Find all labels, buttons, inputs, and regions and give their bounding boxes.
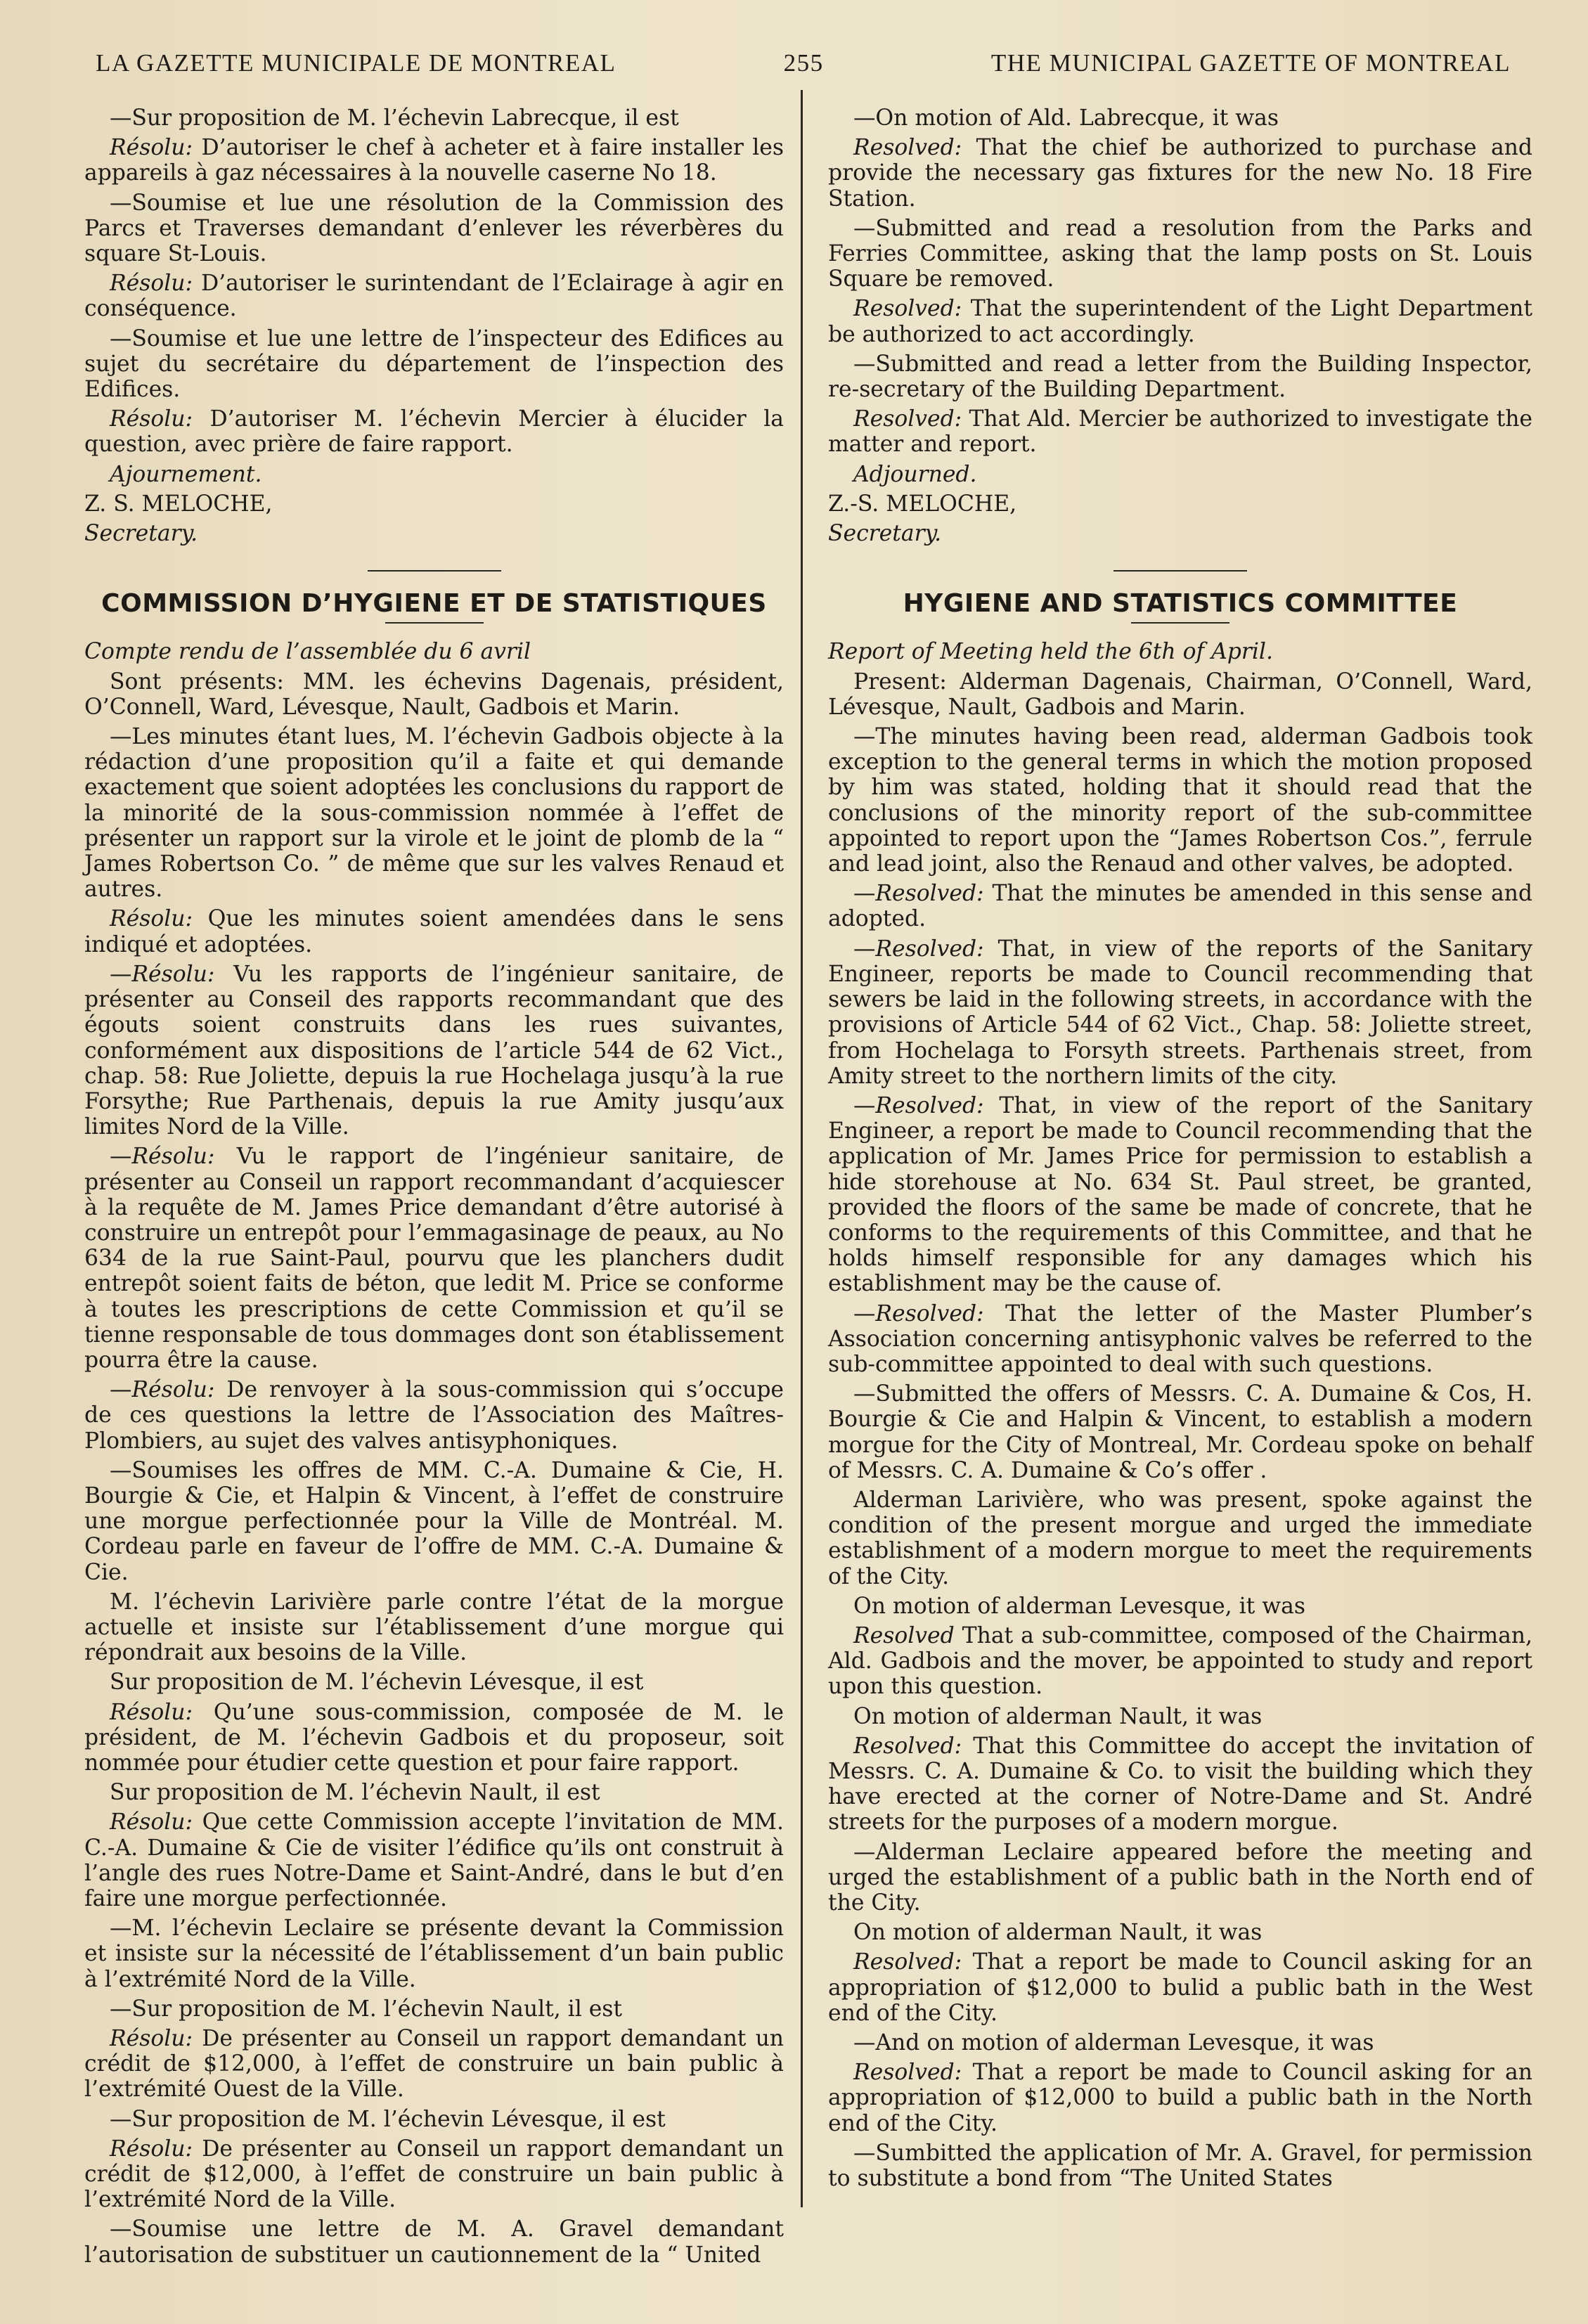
paragraph [828,105,1532,131]
paragraph-dash: — [853,936,876,962]
paragraph [84,1589,784,1666]
french-signature-title: Secretary. [84,521,198,547]
paragraph-text: De renvoyer à la sous-commission qui s’occupe de ces questions la lettre de l’Association des Maîtres-Plombiers, au sujet des valves antisyphoniques. [84,1377,784,1454]
resolution-label: Résolu: [110,2026,193,2052]
paragraph [828,1487,1532,1589]
paragraph-text: D’autoriser le surintendant de l’Eclairage à agir en conséquence. [84,271,784,322]
resolution-label: Résolu: [131,961,215,987]
french-column [84,105,784,2268]
french-top-paras [84,105,784,458]
paragraph-text: —Sur proposition de M. l’échevin Lévesque, il est [110,2106,666,2132]
paragraph [828,1623,1532,1700]
paragraph-text: —Submitted and read a letter from the Building Inspector, re-secretary of the Building Department. [828,351,1532,403]
paragraph-text: That the letter of the Master Plumber’s Association concerning antisyphonic valves be referred to the sub-committee appointed to deal with such questions. [828,1300,1532,1377]
paragraph [828,2141,1532,2191]
french-section-subtitle: Compte rendu de l’assemblée du 6 avril [84,639,531,665]
paragraph [84,135,784,186]
paragraph-text: That a report be made to Council asking for an appropriation of $12,000 to build a public bath in the North end of the City. [828,2060,1532,2136]
paragraph-text: On motion of alderman Levesque, it was [853,1593,1305,1619]
paragraph [84,191,784,267]
paragraph-text: —Soumises les offres de MM. C.-A. Dumaine & Cie, H. Bourgie & Cie, et Halpin & Vincent, à l’effet de construire une morgue perfectionnée pour la Ville de Montréal. M. Cordeau parle en faveur de l’offre de MM. C.-A. Dumaine & Cie. [84,1457,784,1585]
resolution-label: Résolu: [110,271,193,297]
paragraph-dash: — [110,1144,132,1170]
paragraph [828,351,1532,402]
paragraph-text: That the minutes be amended in this sense and adopted. [828,881,1532,932]
paragraph-text: That, in view of the report of the Sanitary Engineer, a report be made to Council recommending that the application of Mr. James Price for permission to establish a hide storehouse at No. 634 St. Paul street, be granted, provided the floors of the same be made of concrete, that he conforms to the requirements of this Committee, and that he holds himself responsible for any damages which his establishment may be the cause of. [828,1092,1532,1297]
resolution-label: Résolu: [131,1144,215,1170]
paragraph-dash: — [853,1092,876,1118]
paragraph [828,216,1532,292]
resolution-label: Resolved: [853,1949,962,1975]
paragraph-text: Alderman Larivière, who was present, spoke against the condition of the present morgue and urged the immediate establishment of a modern morgue to meet the requirements of the City. [828,1487,1532,1589]
paragraph [828,406,1532,457]
english-section-subtitle: Report of Meeting held the 6th of April. [828,639,1273,665]
paragraph [828,2060,1532,2136]
paragraph-text: On motion of alderman Nault, it was [853,1703,1263,1729]
paragraph-text: —Sur proposition de M. l’échevin Nault, il est [110,1996,623,2022]
paragraph-text: That this Committee do accept the invitation of Messrs. C. A. Dumaine & Co. to visit the building which they have erected at the corner of Notre-Dame and St. André streets for the purposes of a modern morgue. [828,1733,1532,1835]
french-body-paras [84,669,784,2268]
english-signature-line [828,491,1532,517]
english-signature-title: Secretary. [828,521,942,547]
paragraph-text: —The minutes having been read, alderman Gadbois took exception to the general terms in which the motion proposed by him was stated, holding that it should read that the conclusions of the minority report of the sub-committee appointed to report upon the “James Robertson Cos.”, ferrule and lead joint, also the Renaud and other valves, be adopted. [828,724,1532,877]
french-signature-name: Z. S. MELOCHE, [84,491,273,517]
paragraph-text: Vu le rapport de l’ingénieur sanitaire, de présenter au Conseil un rapport recommandant d’acquiescer à la requête de M. James Price demandant d’être autorisé à construire un entrepôt pour l’emmagasinage de peaux, au No 634 de la rue Saint-Paul, pourvu que les planchers dudit entrepôt soient faits de béton, que ledit M. Price se conforme à toutes les prescriptions de cette Commission et qu’il se tienne responsable de tous dommages dont son établissement pourra être la cause. [84,1144,784,1373]
paragraph-dash: — [853,881,876,907]
paragraph [84,724,784,902]
paragraph [828,1093,1532,1297]
paragraph-text: —Submitted and read a resolution from the Parks and Ferries Committee, asking that the lamp posts on St. Louis Square be removed. [828,215,1532,292]
resolution-label: Resolved: [853,135,962,161]
paragraph [84,1458,784,1585]
resolution-label: Resolved: [875,1300,984,1326]
paragraph [84,1916,784,1992]
resolution-label: Résolu: [110,135,193,161]
english-column [828,105,1532,2214]
paragraph [84,271,784,321]
resolution-label: Résolu: [110,406,193,432]
paragraph [828,1704,1532,1729]
resolution-label: Resolved [853,1622,955,1648]
paragraph [84,1700,784,1776]
paragraph [84,906,784,957]
header-english-title: THE MUNICIPAL GAZETTE OF MONTREAL [990,49,1511,77]
paragraph-text: That, in view of the reports of the Sanitary Engineer, reports be made to Council recommending that sewers be laid in the following streets, in accordance with the provisions of Article 544 of 62 Vict., Chap. 58: Joliette street, from Hochelaga to Forsyth streets. Parthenais street, from Amity street to the northern limits of the city. [828,936,1532,1089]
paragraph [828,135,1532,212]
column-divider [801,90,803,2207]
paragraph-text: De présenter au Conseil un rapport demandant un crédit de $12,000, à l’effet de construire un bain public à l’extrémité Ouest de la Ville. [84,2026,784,2103]
paragraph-text: Sur proposition de M. l’échevin Nault, il est [110,1780,600,1806]
paragraph [84,1996,784,2022]
paragraph [84,1670,784,1695]
paragraph-text: On motion of alderman Nault, it was [853,1920,1263,1946]
paragraph-text: Que cette Commission accepte l’invitation de MM. C.-A. Dumaine & Cie de visiter l’édifice qu’ils ont construit à l’angle des rues Notre-Dame et Saint-André, dans le but d’en faire une morgue perfectionnée. [84,1809,784,1911]
paragraph [84,326,784,403]
paragraph [84,2026,784,2103]
paragraph-text: That the chief be authorized to purchase and provide the necessary gas fixtures for the new No. 18 Fire Station. [828,135,1532,212]
paragraph-text: Sont présents: MM. les échevins Dagenais, président, O’Connell, Ward, Lévesque, Nault, Gadbois et Marin. [84,669,784,720]
paragraph-text: Sur proposition de M. l’échevin Lévesque, il est [110,1670,644,1696]
page-number: 255 [783,49,824,77]
paragraph [828,1734,1532,1835]
paragraph-text: D’autoriser M. l’échevin Mercier à élucider la question, avec prière de faire rapport. [84,406,784,458]
english-title-rule [1131,622,1229,624]
paragraph [84,1144,784,1373]
paragraph [84,1809,784,1911]
paragraph-text: Que les minutes soient amendées dans le sens indiqué et adoptées. [84,906,784,957]
paragraph [828,1594,1532,1619]
paragraph-text: —Soumise et lue une résolution de la Commission des Parcs et Traverses demandant d’enlever les réverbères du square St-Louis. [84,190,784,267]
paragraph-text: That a sub-committee, composed of the Chairman, Ald. Gadbois and the mover, be appointed to study and report upon this question. [828,1622,1532,1700]
page-header [96,44,1511,83]
paragraph [828,1381,1532,1483]
resolution-label: Resolved: [853,2060,962,2086]
paragraph-text: —Les minutes étant lues, M. l’échevin Gadbois objecte à la rédaction d’une proposition qu’il a faite et qui demande exactement que soient adoptées les conclusions du rapport de la minorité de la sous-commission nommée à l’effet de présenter un rapport sur la virole et le joint de plomb de la “ James Robertson Co. ” de même que sur les valves Renaud et autres. [84,724,784,903]
paragraph [828,296,1532,347]
paragraph [828,936,1532,1089]
paragraph-text: That a report be made to Council asking for an appropriation of $12,000 to bulid a public bath in the West end of the City. [828,1949,1532,2026]
paragraph [84,669,784,720]
paragraph-text: Vu les rapports de l’ingénieur sanitaire, de présenter au Conseil des rapports recommandant que des égouts soient construits dans les rues suivantes, conformément aux dispositions de l’article 544 de 62 Vict., chap. 58: Rue Joliette, depuis la rue Hochelaga jusqu’à la rue Forsythe; Rue Parthenais, depuis la rue Amity jusqu’aux limites Nord de la Ville. [84,961,784,1140]
paragraph [828,1301,1532,1378]
paragraph-text: That Ald. Mercier be authorized to investigate the matter and report. [828,406,1532,458]
english-section-title: HYGIENE AND STATISTICS COMMITTEE [903,589,1458,619]
paragraph-text: D’autoriser le chef à acheter et à faire installer les appareils à gaz nécessaires à la nouvelle caserne No 18. [84,135,784,186]
paragraph [84,962,784,1140]
header-french-title: LA GAZETTE MUNICIPALE DE MONTREAL [96,49,617,77]
paragraph [828,669,1532,720]
paragraph-text: —Sur proposition de M. l’échevin Labrecque, il est [110,105,679,131]
paragraph [84,1377,784,1454]
resolution-label: Resolved: [875,936,984,962]
resolution-label: Resolved: [853,1733,962,1759]
paragraph-text: De présenter au Conseil un rapport demandant un crédit de $12,000, à l’effet de construire un bain public à l’extrémité Nord de la Ville. [84,2136,784,2213]
english-body-paras [828,669,1532,2192]
resolution-label: Résolu: [110,1699,193,1725]
resolution-label: Résolu: [110,906,193,932]
paragraph-text: That the superintendent of the Light Department be authorized to act accordingly. [828,296,1532,347]
paragraph [84,2136,784,2213]
paragraph-text: —Soumise une lettre de M. A. Gravel demandant l’autorisation de substituer un cautionnement de la “ United [84,2216,784,2268]
french-adjournment: Ajournement. [110,461,262,487]
paragraph [828,881,1532,931]
paragraph [84,2107,784,2132]
english-adjournment: Adjourned. [853,461,977,487]
paragraph-dash: — [110,1377,132,1403]
paragraph [828,1920,1532,1945]
paragraph [84,105,784,131]
resolution-label: Resolved: [853,296,962,322]
resolution-label: Resolved: [853,406,962,432]
resolution-label: Résolu: [110,1809,193,1835]
paragraph-text: —Alderman Leclaire appeared before the meeting and urged the establishment of a public bath in the North end of the City. [828,1839,1532,1916]
paragraph [828,2030,1532,2055]
resolution-label: Resolved: [875,1092,984,1118]
french-section-rule [368,570,501,572]
paragraph [828,724,1532,877]
paragraph-text: —And on motion of alderman Levesque, it was [853,2030,1374,2056]
french-title-rule [385,622,484,624]
paragraph [828,1840,1532,1916]
paragraph-text: —Sumbitted the application of Mr. A. Gravel, for permission to substitute a bond from “The United States [828,2140,1532,2192]
paragraph [84,406,784,457]
paragraph-text: —On motion of Ald. Labrecque, it was [853,105,1279,131]
french-signature-line [84,491,784,517]
paragraph [828,1949,1532,2026]
resolution-label: Résolu: [110,2136,193,2162]
paragraph [84,1780,784,1805]
paragraph-dash: — [853,1300,876,1326]
paragraph-text: M. l’échevin Larivière parle contre l’état de la morgue actuelle et insiste sur l’établissement d’une morgue qui répondrait aux besoins de la Ville. [84,1589,784,1666]
english-signature-name: Z.-S. MELOCHE, [828,491,1017,517]
paragraph-text: Qu’une sous-commission, composée de M. le président, de M. l’échevin Gadbois et du proposeur, soit nommée pour étudier cette question et pour faire rapport. [84,1699,784,1776]
english-top-paras [828,105,1532,458]
paragraph-text: —M. l’échevin Leclaire se présente devant la Commission et insiste sur la nécessité de l’établissement d’un bain public à l’extrémité Nord de la Ville. [84,1916,784,1992]
english-section-rule [1113,570,1247,572]
paragraph-dash: — [110,961,132,987]
french-section-title: COMMISSION D’HYGIENE ET DE STATISTIQUES [101,589,767,619]
paragraph-text: —Submitted the offers of Messrs. C. A. Dumaine & Cos, H. Bourgie & Cie and Halpin & Vincent, to establish a modern morgue for the City of Montreal, Mr. Cordeau spoke on behalf of Messrs. C. A. Dumaine & Co’s offer . [828,1381,1532,1483]
paragraph-text: —Soumise et lue une lettre de l’inspecteur des Edifices au sujet du secrétaire du département de l’inspection des Edifices. [84,325,784,403]
paragraph [84,2216,784,2267]
resolution-label: Résolu: [131,1377,215,1403]
resolution-label: Resolved: [875,881,984,907]
paragraph-text: Present: Alderman Dagenais, Chairman, O’Connell, Ward, Lévesque, Nault, Gadbois and Marin. [828,669,1532,720]
